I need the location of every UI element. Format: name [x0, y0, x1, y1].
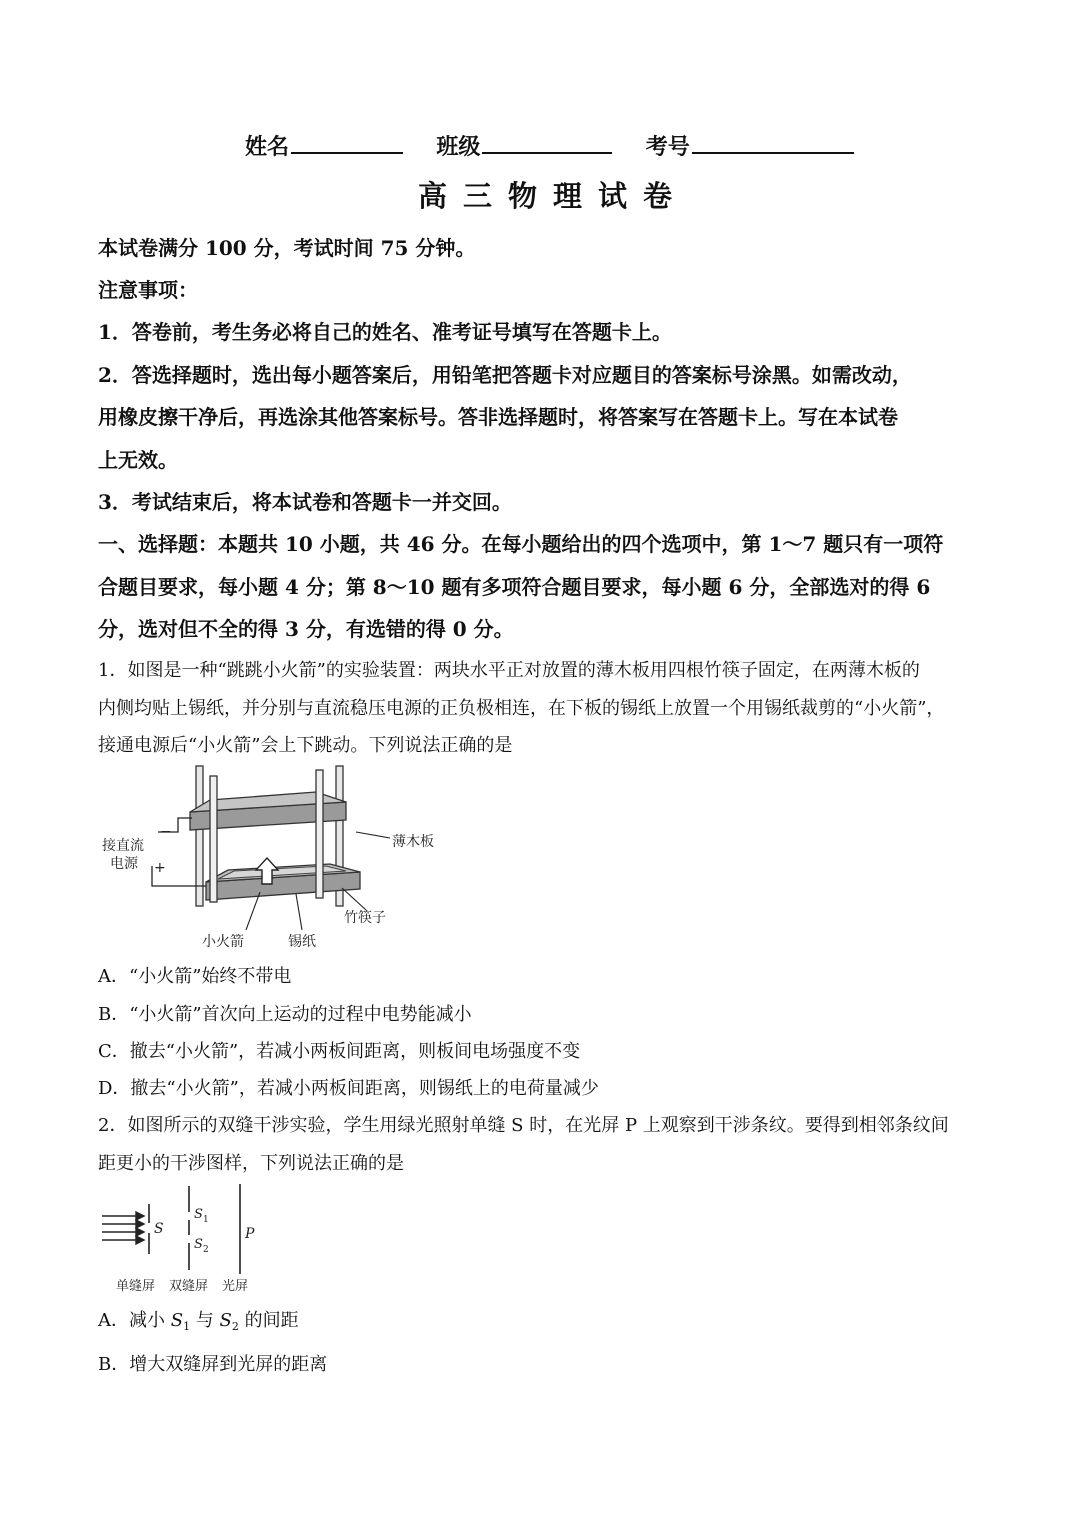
- q2-option-a-mid: 与: [190, 1310, 220, 1331]
- q1-fig-board-label: 薄木板: [392, 834, 434, 850]
- q2-option-a[interactable]: [98, 1306, 299, 1333]
- page-title: 高三物理试卷: [418, 179, 689, 213]
- note-2-line-1: 2．答选择题时，选出每小题答案后，用铅笔把答题卡对应题目的答案标号涂黑。如需改动，: [98, 363, 912, 387]
- q2-fig-p-label: P: [245, 1226, 255, 1242]
- q1-option-b[interactable]: B．“小火箭”首次向上运动的过程中电势能减小: [98, 1004, 472, 1025]
- section-instructions-line-2: 合题目要求，每小题 4 分；第 8～10 题有多项符合题目要求，每小题 6 分，全部选对的得 6: [98, 575, 931, 599]
- q1-stem-line-1: 1．如图是一种“跳跳小火箭”的实验装置：两块水平正对放置的薄木板用四根竹筷子固定，在两薄木板的: [98, 660, 920, 681]
- name-label: 姓名: [245, 134, 290, 160]
- q1-fig-chopstick-label: 竹筷子: [344, 910, 386, 926]
- name-blank[interactable]: [291, 132, 403, 154]
- q2-fig-double-slit-label: 双缝屏: [169, 1279, 209, 1294]
- q1-stem-line-2: 内侧均贴上锡纸，并分别与直流稳压电源的正负极相连，在下板的锡纸上放置一个用锡纸裁剪的“小火箭”，: [98, 698, 945, 719]
- q1-option-d[interactable]: D．撤去“小火箭”，若减小两板间距离，则锡纸上的电荷量减少: [98, 1078, 599, 1099]
- q2-stem-line-1: 2．如图所示的双缝干涉实验，学生用绿光照射单缝 S 时，在光屏 P 上观察到干涉条纹。要得到相邻条纹间: [98, 1115, 949, 1136]
- q2-fig-s-label: S: [154, 1221, 164, 1237]
- note-1: 1．答卷前，考生务必将自己的姓名、准考证号填写在答题卡上。: [98, 320, 672, 344]
- q2-fig-s2-sub: 2: [203, 1245, 209, 1255]
- student-info-line: [245, 130, 854, 161]
- q2-fig-s1-label: S: [194, 1207, 203, 1222]
- q1-rocket-apparatus-figure: [98, 762, 438, 954]
- score-time-text: 本试卷满分 100 分，考试时间 75 分钟。: [98, 236, 476, 260]
- q2-fig-single-slit-label: 单缝屏: [116, 1279, 156, 1294]
- class-blank[interactable]: [482, 132, 612, 154]
- q1-stem-line-3: 接通电源后“小火箭”会上下跳动。下列说法正确的是: [98, 735, 513, 756]
- q1-fig-foil-label: 锡纸: [288, 934, 316, 950]
- q1-option-c[interactable]: C．撤去“小火箭”，若减小两板间距离，则板间电场强度不变: [98, 1041, 581, 1062]
- q2-fig-s2-label: S: [194, 1237, 203, 1252]
- q2-double-slit-figure: [98, 1182, 278, 1294]
- q2-option-a-s2-sub: 2: [231, 1320, 239, 1333]
- q2-fig-s1-sub: 1: [203, 1215, 209, 1225]
- section-instructions-line-3: 分，选对但不全的得 3 分，有选错的得 0 分。: [98, 617, 514, 641]
- q2-option-a-prefix: A．减小: [98, 1310, 171, 1331]
- q2-stem-line-2: 距更小的干涉图样，下列说法正确的是: [98, 1153, 404, 1174]
- section-instructions-line-1: 一、选择题：本题共 10 小题，共 46 分。在每小题给出的四个选项中，第 1～7 题只有一项符: [98, 532, 944, 556]
- q2-fig-screen-label: 光屏: [222, 1279, 249, 1294]
- note-3: 3．考试结束后，将本试卷和答题卡一并交回。: [98, 490, 512, 514]
- q2-option-a-s1: S: [170, 1310, 184, 1331]
- note-2-line-2: 用橡皮擦干净后，再选涂其他答案标号。答非选择题时，将答案写在答题卡上。写在本试卷: [98, 405, 898, 429]
- q1-fig-plus-sign: +: [154, 860, 166, 876]
- id-blank[interactable]: [692, 132, 854, 154]
- q1-fig-minus-sign: −: [160, 824, 172, 840]
- q2-option-a-s1-sub: 1: [183, 1320, 191, 1333]
- q2-option-a-suffix: 的间距: [238, 1310, 299, 1331]
- q1-fig-power-label-line-2: 电源: [110, 856, 138, 872]
- q1-fig-power-label-line-1: 接直流: [102, 838, 144, 854]
- note-2-line-3: 上无效。: [98, 448, 178, 472]
- q1-fig-rocket-label: 小火箭: [202, 934, 244, 950]
- q2-option-a-s2: S: [219, 1310, 232, 1331]
- class-label: 班级: [436, 134, 481, 160]
- q1-option-a[interactable]: A．“小火箭”始终不带电: [98, 966, 292, 987]
- id-label: 考号: [645, 134, 690, 160]
- q2-option-b[interactable]: B．增大双缝屏到光屏的距离: [98, 1354, 328, 1375]
- notes-heading: 注意事项：: [98, 278, 198, 302]
